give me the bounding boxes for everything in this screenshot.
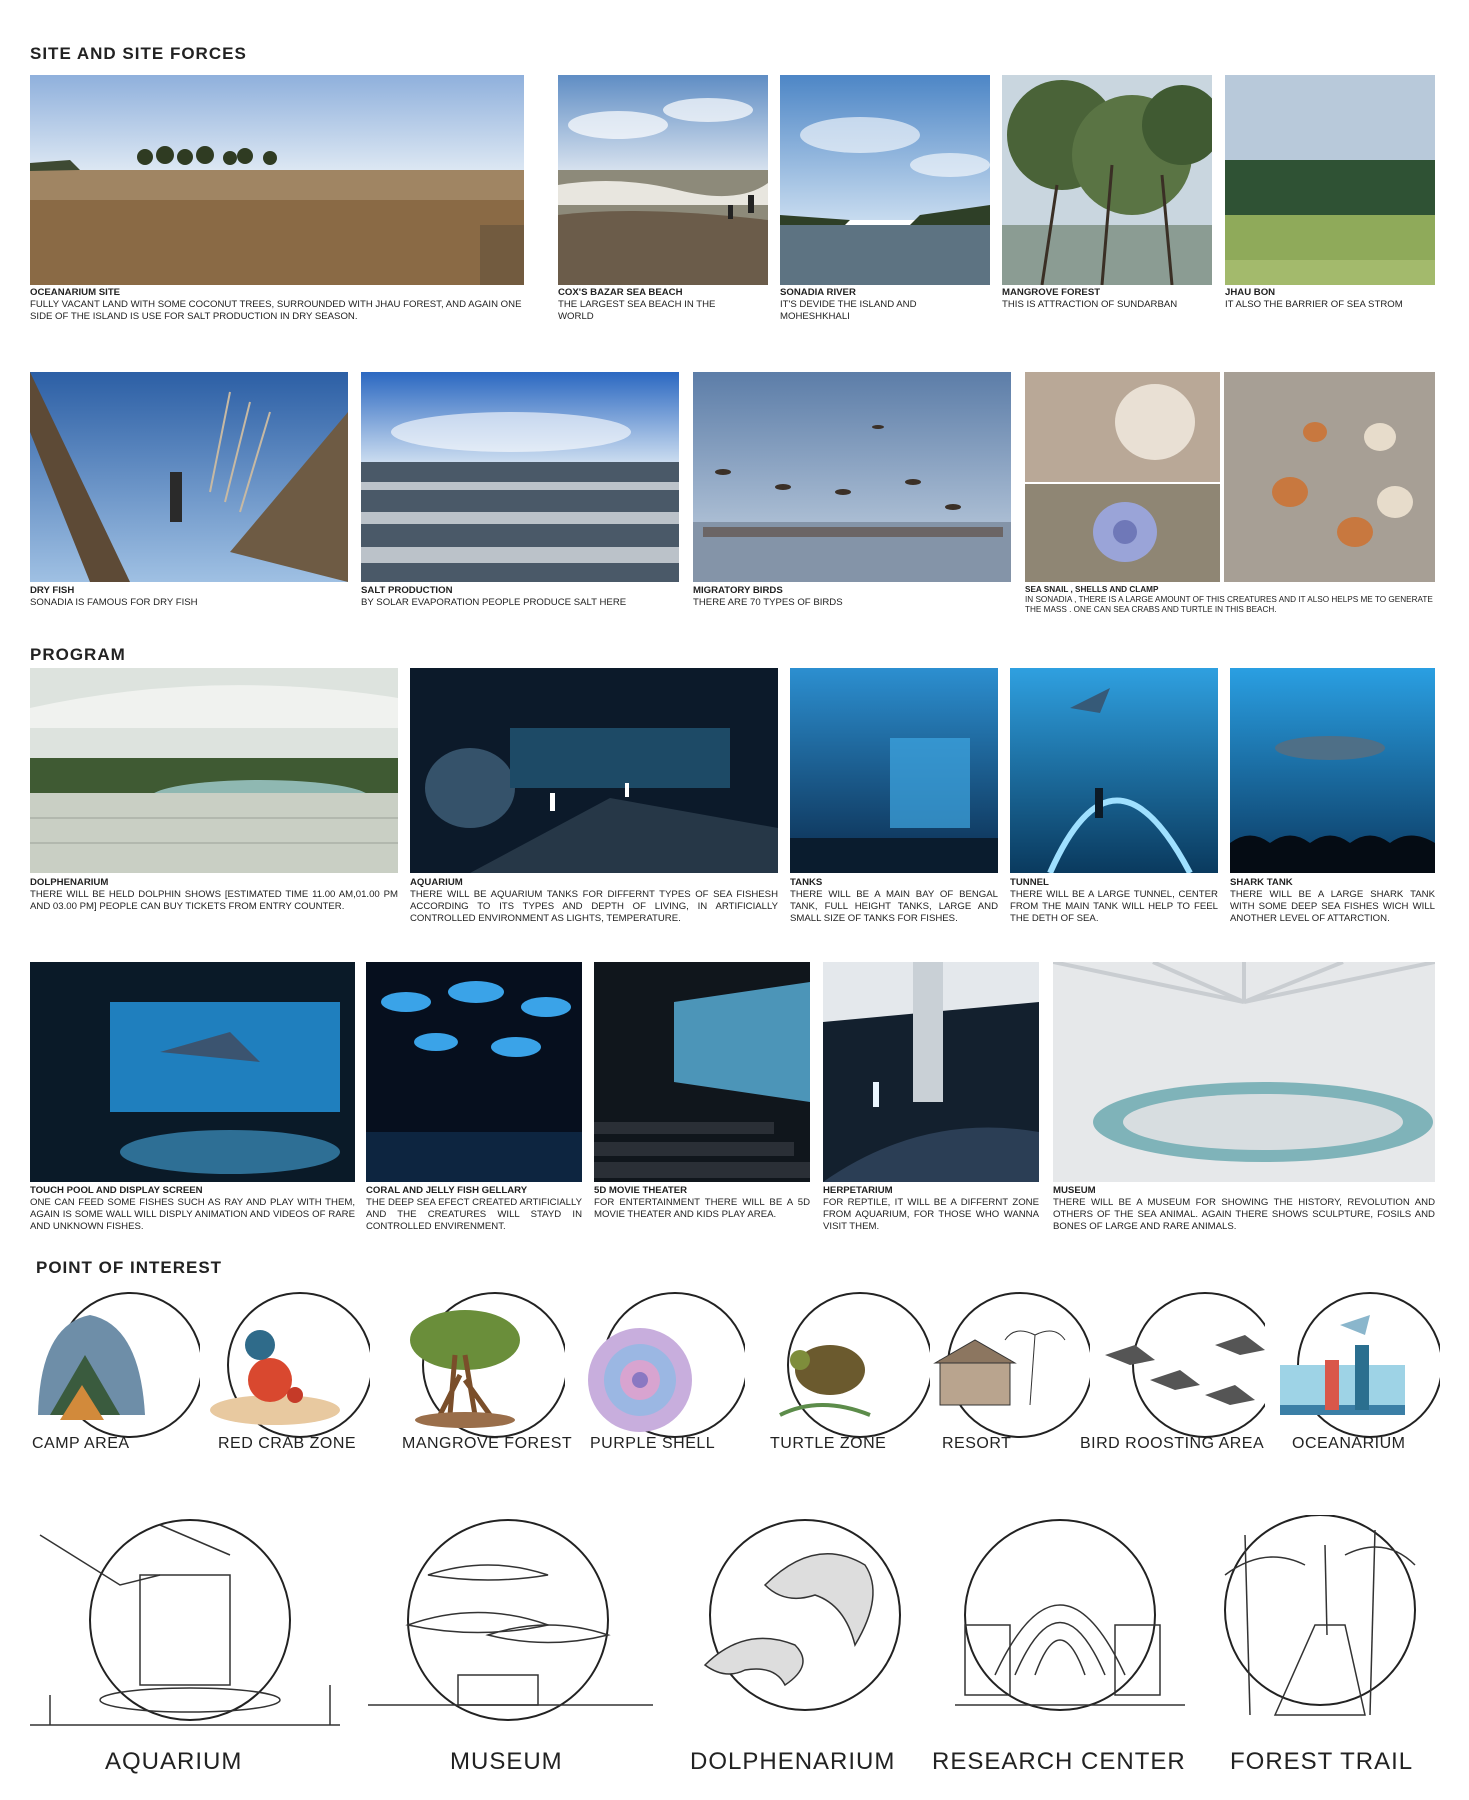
red-crab-icon: [200, 1285, 370, 1455]
caption-aquarium: AQUARIUM THERE WILL BE AQUARIUM TANKS FOR DIFFERNT TYPES OF SEA FISHESH ACCORDING TO ITS TYPES AND DEPTH OF LIVING, IN ARTIFICIALLY CONTROLLED ENVIRONMENT AS LIGHTS, TEMPERATURE.: [410, 877, 778, 924]
poi-red-crab-label: RED CRAB ZONE: [218, 1435, 357, 1452]
caption-migratory-birds: MIGRATORY BIRDS THERE ARE 70 TYPES OF BIRDS: [693, 585, 843, 608]
museum-sketch-icon: [368, 1515, 653, 1730]
sketch-museum-label: MUSEUM: [450, 1748, 563, 1775]
sketch-dolphenarium-label: DOLPHENARIUM: [690, 1748, 896, 1775]
oceanarium-icon: [1270, 1285, 1440, 1455]
section-title-poi: POINT OF INTEREST: [36, 1258, 223, 1277]
mangrove-icon: [395, 1285, 565, 1455]
caption-museum: MUSEUM THERE WILL BE A MUSEUM FOR SHOWING THE HISTORY, REVOLUTION AND OTHERS OF THE SEA ANIMAL. AGAIN THERE SHOWS SCULPTURE, FOSILS AND BONES OF LARGE AND RARE ANIMALS.: [1053, 1185, 1435, 1232]
photo-museum: [1053, 962, 1435, 1182]
photo-salt-production: [361, 372, 679, 582]
caption-herpetarium: HERPETARIUM FOR REPTILE, IT WILL BE A DIFFERNT ZONE FROM AQUARIUM, FOR THOSE WHO WANNA VISIT THEM.: [823, 1185, 1039, 1232]
photo-coral-jelly: [366, 962, 582, 1182]
caption-5d-theater: 5D MOVIE THEATER FOR ENTERTAINMENT THERE WILL BE A 5D MOVIE THEATER AND KIDS PLAY AREA.: [594, 1185, 810, 1220]
sketch-research-center-label: RESEARCH CENTER: [932, 1748, 1186, 1775]
poi-turtle-label: TURTLE ZONE: [770, 1435, 887, 1452]
photo-sea-shells: [1025, 372, 1435, 582]
poi-oceanarium-label: OCEANARIUM: [1292, 1435, 1406, 1452]
poi-bird-roosting-label: BIRD ROOSTING AREA: [1080, 1435, 1265, 1452]
resort-icon: [920, 1285, 1090, 1455]
photo-migratory-birds: [693, 372, 1011, 582]
caption-coral-jelly: CORAL AND JELLY FISH GELLARY THE DEEP SEA EFECT CREATED ARTIFICIALLY AND THE CREATURES WILL STAYD IN CONTROLLED ENVIRENMENT.: [366, 1185, 582, 1232]
caption-mangrove-forest: MANGROVE FOREST THIS IS ATTRACTION OF SUNDARBAN: [1002, 287, 1178, 310]
caption-sea-shells: SEA SNAIL , SHELLS AND CLAMP IN SONADIA , THERE IS A LARGE AMOUNT OF THIS CREATURES AND IT ALSO HELPS ME TO GENERATE THE MASS . ONE CAN SEA CRABS AND TURTLE IN THIS BEACH.: [1025, 585, 1433, 614]
photo-coxs-bazar-beach: [558, 75, 768, 285]
photo-oceanarium-site: [30, 75, 524, 285]
photo-tunnel: [1010, 668, 1218, 873]
photo-shark-tank: [1230, 668, 1435, 873]
photo-sonadia-river: [780, 75, 990, 285]
caption-dry-fish: DRY FISH SONADIA IS FAMOUS FOR DRY FISH: [30, 585, 198, 608]
caption-shark-tank: SHARK TANK THERE WILL BE A LARGE SHARK TANK WITH SOME DEEP SEA FISHES WICH WILL ANOTHER LEVEL OF ATTARCTION.: [1230, 877, 1435, 924]
caption-jhau-bon: JHAU BON IT ALSO THE BARRIER OF SEA STROM: [1225, 287, 1403, 310]
research-center-sketch-icon: [955, 1515, 1185, 1730]
caption-sonadia-river: SONADIA RIVER IT'S DEVIDE THE ISLAND AND MOHESHKHALI: [780, 287, 917, 322]
caption-touch-pool: TOUCH POOL AND DISPLAY SCREEN ONE CAN FEED SOME FISHES SUCH AS RAY AND PLAY WITH THEM, AGAIN IS SOME WALL WILL DISPLY ANIMATION AND VIDEOS OF RARE AND UNKNOWN FISHES.: [30, 1185, 355, 1232]
turtle-icon: [760, 1285, 930, 1455]
camp-area-icon: [30, 1285, 200, 1455]
photo-dry-fish: [30, 372, 348, 582]
caption-tanks: TANKS THERE WILL BE A MAIN BAY OF BENGAL TANK, FULL HEIGHT TANKS, LARGE AND SMALL SIZE OF TANKS FOR FISHES.: [790, 877, 998, 924]
poi-camp-area-label: CAMP AREA: [32, 1435, 130, 1452]
caption-tunnel: TUNNEL THERE WILL BE A LARGE TUNNEL, CENTER FROM THE MAIN TANK WILL HELP TO FEEL THE DETH OF SEA.: [1010, 877, 1218, 924]
photo-tanks: [790, 668, 998, 873]
forest-trail-sketch-icon: [1205, 1515, 1435, 1730]
bird-roosting-icon: [1095, 1285, 1265, 1455]
section-title-site: SITE AND SITE FORCES: [30, 44, 247, 63]
caption-salt-production: SALT PRODUCTION BY SOLAR EVAPORATION PEOPLE PRODUCE SALT HERE: [361, 585, 627, 608]
poi-resort-label: RESORT: [942, 1435, 1012, 1452]
sketch-forest-trail-label: FOREST TRAIL: [1230, 1748, 1414, 1775]
poi-mangrove-label: MANGROVE FOREST: [402, 1435, 573, 1452]
photo-touch-pool: [30, 962, 355, 1182]
photo-mangrove-forest: [1002, 75, 1212, 285]
caption-coxs-bazar: COX'S BAZAR SEA BEACH THE LARGEST SEA BEACH IN THE WORLD: [558, 287, 716, 322]
sketch-aquarium-label: AQUARIUM: [105, 1748, 243, 1775]
section-title-program: PROGRAM: [30, 645, 126, 664]
caption-oceanarium-site: OCEANARIUM SITE FULLY VACANT LAND WITH SOME COCONUT TREES, SURROUNDED WITH JHAU FOREST, AND AGAIN ONE SIDE OF THE ISLAND IS USE FOR SALT PRODUCTION IN DRY SEASON.: [30, 287, 522, 322]
photo-aquarium: [410, 668, 778, 873]
dolphin-sketch-icon: [685, 1515, 915, 1730]
caption-dolphenarium: DOLPHENARIUM THERE WILL BE HELD DOLPHIN SHOWS [ESTIMATED TIME 11.00 AM,01.00 PM AND 03.00 PM] PEOPLE CAN BUY TICKETS FROM ENTRY COUNTER.: [30, 877, 398, 912]
poi-purple-shell-label: PURPLE SHELL: [590, 1435, 716, 1452]
photo-dolphenarium: [30, 668, 398, 873]
photo-jhau-bon: [1225, 75, 1435, 285]
aquarium-sketch-icon: [30, 1515, 340, 1730]
photo-herpetarium: [823, 962, 1039, 1182]
purple-shell-icon: [575, 1285, 745, 1455]
photo-5d-theater: [594, 962, 810, 1182]
